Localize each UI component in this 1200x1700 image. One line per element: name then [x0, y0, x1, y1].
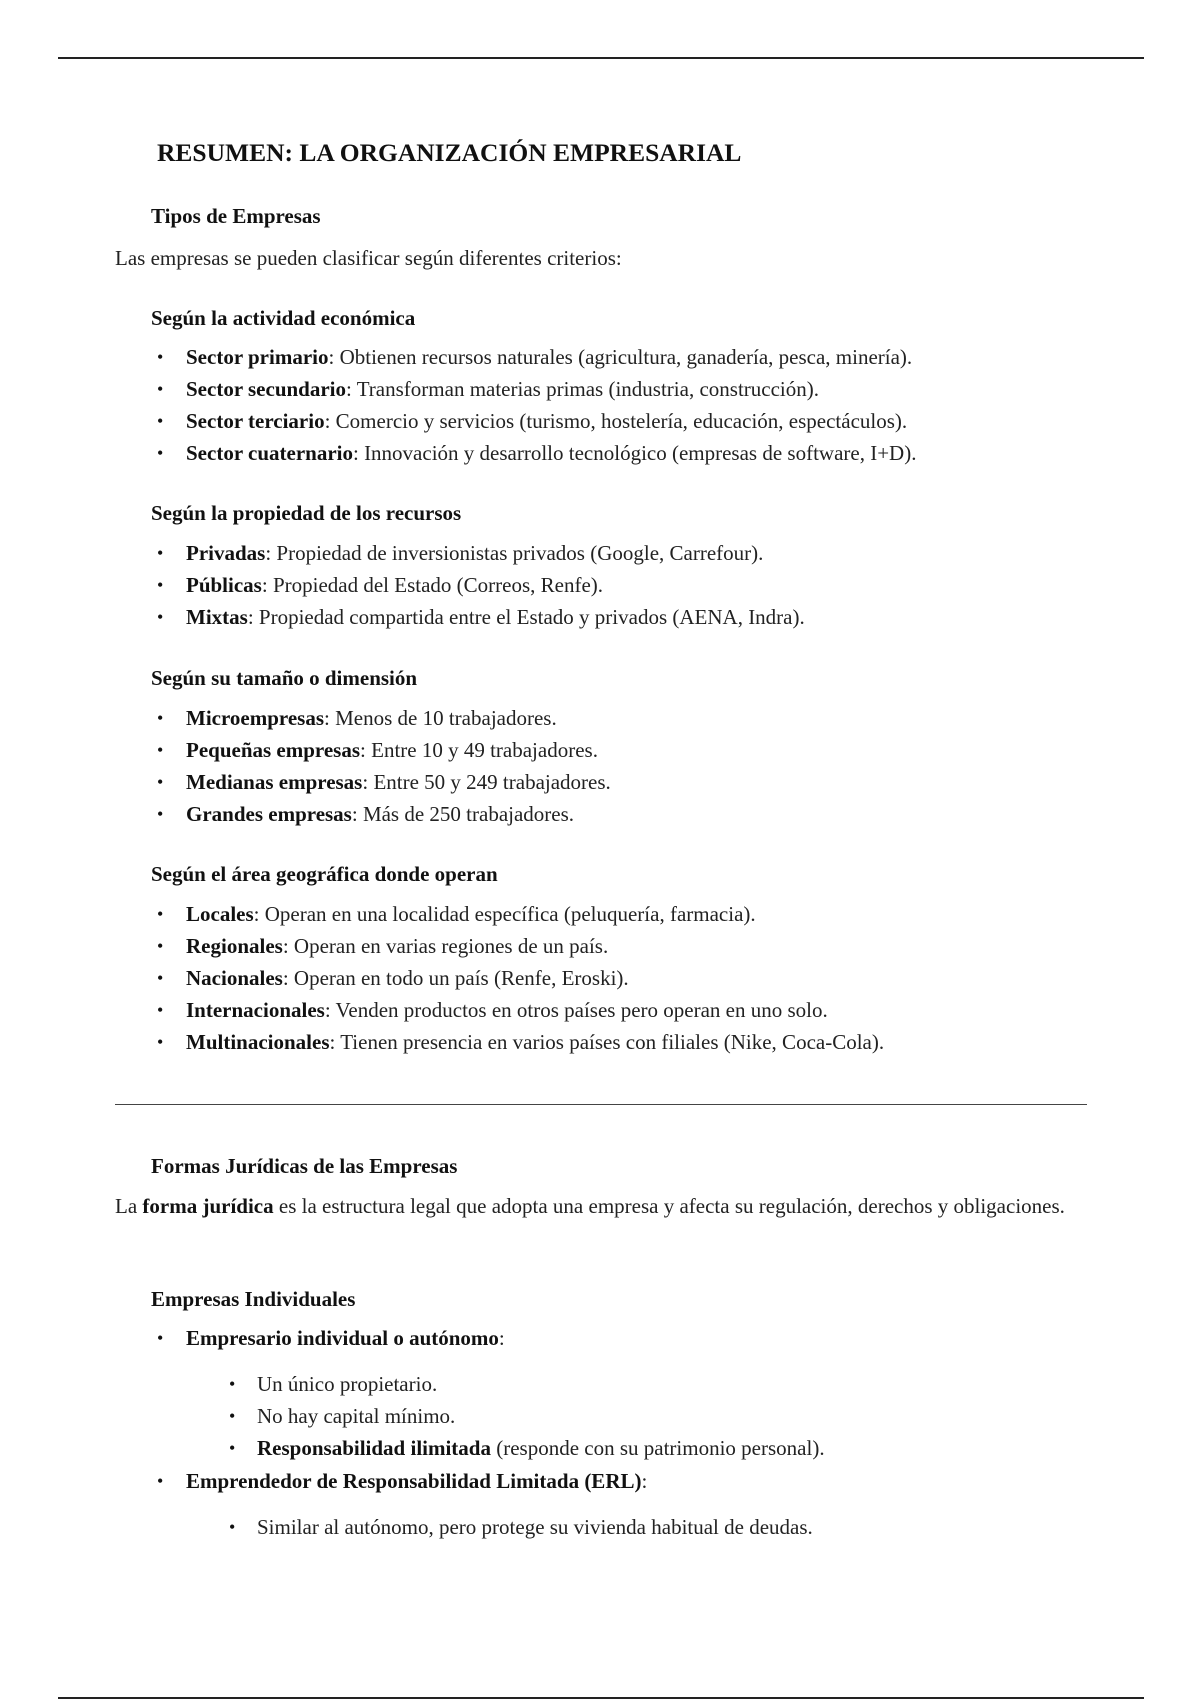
section-divider: [115, 1104, 1087, 1105]
list-item: • Empresario individual o autónomo:: [151, 1322, 505, 1354]
list-item: • Privadas: Propiedad de inversionistas privados (Google, Carrefour).: [151, 537, 805, 569]
list-item: • Sector cuaternario: Innovación y desarrollo tecnológico (empresas de software, I+D).: [151, 437, 916, 469]
list-item: • No hay capital mínimo.: [222, 1400, 825, 1432]
list-item: • Nacionales: Operan en todo un país (Renfe, Eroski).: [151, 962, 884, 994]
list-propiedad: [151, 537, 805, 633]
list-item: • Sector primario: Obtienen recursos naturales (agricultura, ganadería, pesca, minería).: [151, 341, 916, 373]
list-area: [151, 898, 884, 1058]
tipos-intro: Las empresas se pueden clasificar según diferentes criterios:: [115, 246, 622, 270]
list-item: • Responsabilidad ilimitada (responde con su patrimonio personal).: [222, 1432, 825, 1464]
list-item: • Sector secundario: Transforman materias primas (industria, construcción).: [151, 373, 916, 405]
subheading-area: Según el área geográfica donde operan: [151, 862, 498, 886]
formas-intro: La forma jurídica es la estructura legal que adopta una empresa y afecta su regulación, derechos y obligaciones.: [115, 1194, 1065, 1218]
list-item: • Públicas: Propiedad del Estado (Correos, Renfe).: [151, 569, 805, 601]
list-item: • Pequeñas empresas: Entre 10 y 49 trabajadores.: [151, 734, 611, 766]
list-item: • Emprendedor de Responsabilidad Limitada (ERL):: [151, 1465, 647, 1497]
list-item: • Medianas empresas: Entre 50 y 249 trabajadores.: [151, 766, 611, 798]
bottom-rule: [58, 1697, 1144, 1699]
list-item: • Un único propietario.: [222, 1368, 825, 1400]
top-rule: [58, 57, 1144, 59]
list-item: • Sector terciario: Comercio y servicios (turismo, hostelería, educación, espectáculos).: [151, 405, 916, 437]
list-tamano: [151, 702, 611, 830]
list-item: • Regionales: Operan en varias regiones de un país.: [151, 930, 884, 962]
list-item: • Internacionales: Venden productos en otros países pero operan en uno solo.: [151, 994, 884, 1026]
subheading-propiedad: Según la propiedad de los recursos: [151, 501, 462, 525]
list-item: • Microempresas: Menos de 10 trabajadores.: [151, 702, 611, 734]
list-item: • Similar al autónomo, pero protege su vivienda habitual de deudas.: [222, 1511, 813, 1543]
list-item: • Multinacionales: Tienen presencia en varios países con filiales (Nike, Coca-Cola).: [151, 1026, 884, 1058]
section-heading-formas: Formas Jurídicas de las Empresas: [151, 1154, 458, 1178]
list-actividad: [151, 341, 916, 469]
page-title: RESUMEN: LA ORGANIZACIÓN EMPRESARIAL: [157, 138, 742, 167]
list-individuales-2: [151, 1465, 647, 1497]
section-heading-tipos: Tipos de Empresas: [151, 204, 321, 228]
subheading-individuales: Empresas Individuales: [151, 1287, 356, 1311]
list-individuales-1: [151, 1322, 505, 1354]
subheading-actividad: Según la actividad económica: [151, 306, 416, 330]
list-item: • Mixtas: Propiedad compartida entre el Estado y privados (AENA, Indra).: [151, 601, 805, 633]
sublist-autonomo: [222, 1368, 825, 1464]
sublist-erl: [222, 1511, 813, 1543]
list-item: • Grandes empresas: Más de 250 trabajadores.: [151, 798, 611, 830]
subheading-tamano: Según su tamaño o dimensión: [151, 666, 418, 690]
list-item: • Locales: Operan en una localidad específica (peluquería, farmacia).: [151, 898, 884, 930]
